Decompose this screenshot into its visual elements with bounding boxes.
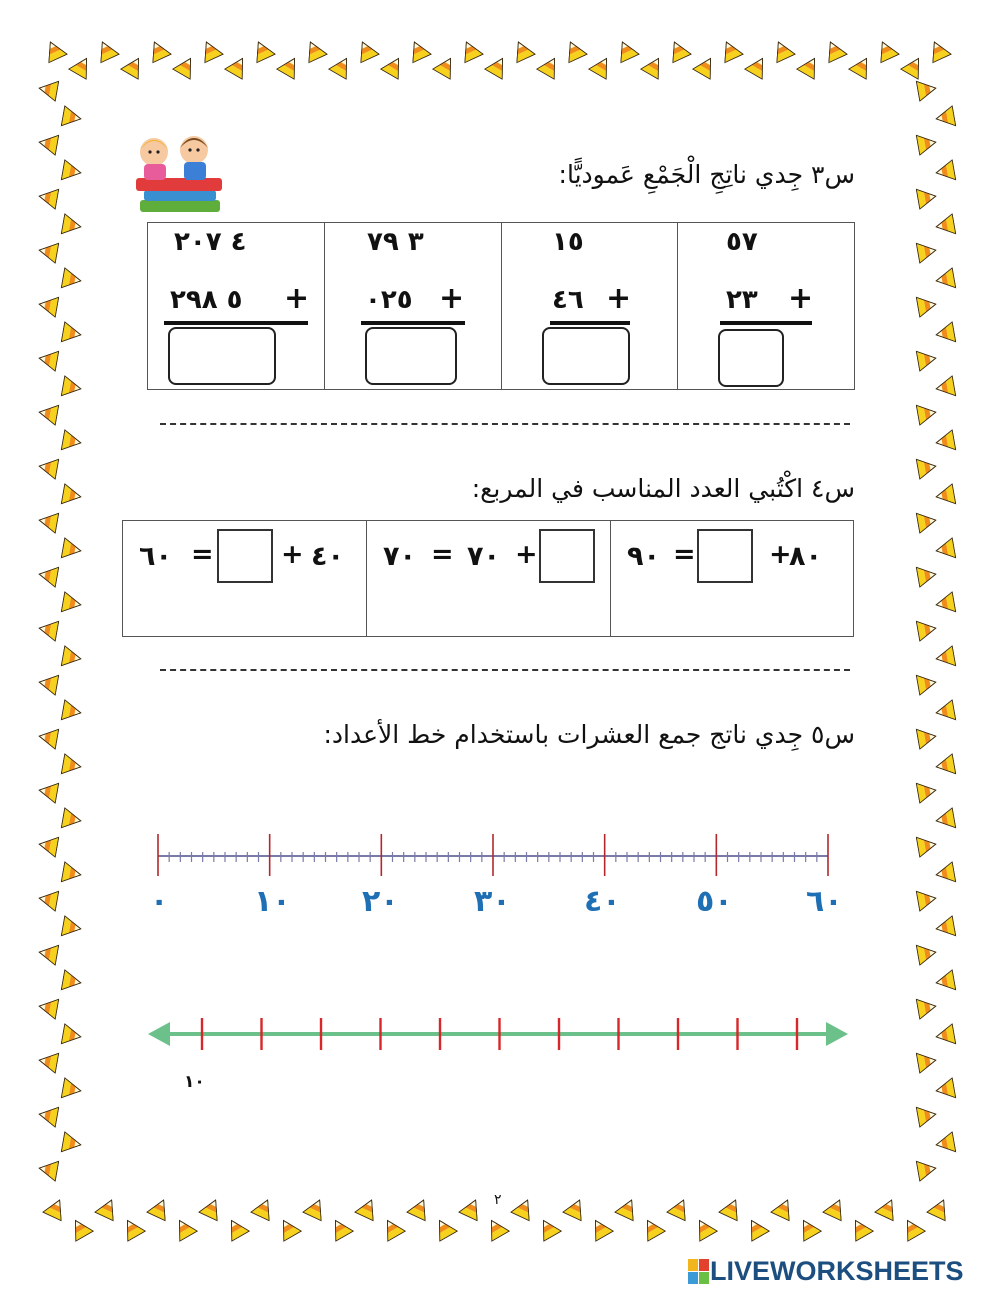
candy-corn-icon	[537, 53, 563, 79]
candy-corn-icon	[37, 888, 58, 911]
candy-corn-icon	[61, 538, 82, 561]
candy-corn-icon	[41, 38, 67, 63]
candy-corn-icon	[251, 1196, 277, 1221]
candy-corn-icon	[745, 53, 771, 79]
green-number-line	[146, 1012, 850, 1058]
problem-1-top: ٥٧	[726, 227, 758, 257]
candy-corn-icon	[61, 754, 82, 777]
ruler-label: ٦٠	[806, 884, 843, 919]
candy-corn-icon	[916, 294, 937, 317]
candy-corn-icon	[37, 780, 58, 803]
question-5-title: س٥ جِدي ناتج جمع العشرات باستخدام خط الأعداد:	[323, 720, 855, 749]
candy-corn-icon	[934, 322, 955, 345]
candy-corn-icon	[795, 1215, 821, 1241]
kids-reading-illustration	[122, 128, 232, 223]
candy-corn-icon	[899, 1215, 925, 1241]
plus-sign: +	[515, 539, 538, 570]
candy-corn-icon	[934, 214, 955, 237]
candy-corn-icon	[934, 538, 955, 561]
answer-box-1[interactable]	[718, 329, 784, 387]
candy-corn-icon	[37, 402, 58, 425]
candy-corn-icon	[667, 1196, 693, 1221]
missing-number-table	[122, 520, 854, 637]
sum-line	[361, 321, 465, 325]
candy-corn-icon	[37, 1050, 58, 1073]
candy-corn-icon	[61, 1078, 82, 1101]
candy-corn-icon	[934, 700, 955, 723]
candy-corn-icon	[459, 1196, 485, 1221]
candy-corn-icon	[665, 38, 691, 63]
candy-corn-icon	[197, 38, 223, 63]
equals-sign: =	[431, 539, 454, 570]
candy-corn-icon	[691, 1215, 717, 1241]
candy-corn-icon	[61, 1024, 82, 1047]
question-3-title: س٣ جِدي ناتِجِ الْجَمْعِ عَموديًّا:	[558, 160, 855, 189]
candy-corn-icon	[37, 240, 58, 263]
candy-corn-icon	[407, 1196, 433, 1221]
candy-corn-icon	[916, 510, 937, 533]
candy-corn-icon	[61, 592, 82, 615]
candy-corn-icon	[587, 1215, 613, 1241]
candy-corn-icon	[639, 1215, 665, 1241]
candy-corn-icon	[916, 834, 937, 857]
ruler-number-line	[150, 826, 840, 886]
missing-number-problem-3	[123, 521, 366, 636]
missing-number-problem-2	[366, 521, 610, 636]
candy-corn-icon	[37, 672, 58, 695]
answer-square-2[interactable]	[539, 529, 595, 583]
liveworksheets-logo	[688, 1256, 964, 1287]
candy-corn-icon	[43, 1196, 69, 1221]
candy-corn-icon	[431, 1215, 457, 1241]
candy-corn-icon	[916, 186, 937, 209]
problem-4-bottom: ٥ ٢٩٨	[170, 285, 243, 315]
candy-corn-icon	[873, 38, 899, 63]
candy-corn-icon	[381, 53, 407, 79]
candy-corn-icon	[61, 916, 82, 939]
candy-corn-icon	[37, 942, 58, 965]
addend: ٧٠	[467, 541, 500, 572]
candy-corn-icon	[37, 294, 58, 317]
candy-corn-icon	[37, 1158, 58, 1181]
candy-corn-icon	[934, 862, 955, 885]
candy-corn-icon	[901, 53, 927, 79]
candy-corn-icon	[61, 808, 82, 831]
candy-corn-icon	[37, 564, 58, 587]
candy-corn-icon	[561, 38, 587, 63]
candy-corn-icon	[916, 726, 937, 749]
candy-corn-icon	[37, 618, 58, 641]
candy-corn-icon	[511, 1196, 537, 1221]
candy-corn-icon	[934, 1024, 955, 1047]
candy-corn-icon	[353, 38, 379, 63]
candy-corn-icon	[589, 53, 615, 79]
candy-corn-icon	[95, 1196, 121, 1221]
candy-corn-icon	[301, 38, 327, 63]
candy-corn-icon	[934, 430, 955, 453]
candy-corn-icon	[916, 1158, 937, 1181]
addition-problem-2	[501, 223, 677, 389]
ruler-label: ٠	[150, 884, 169, 919]
equals-sign: =	[191, 539, 214, 570]
candy-corn-icon	[61, 430, 82, 453]
candy-corn-icon	[916, 402, 937, 425]
candy-corn-icon	[934, 592, 955, 615]
candy-corn-icon	[303, 1196, 329, 1221]
candy-corn-icon	[916, 132, 937, 155]
candy-corn-icon	[171, 1215, 197, 1241]
answer-box-4[interactable]	[168, 327, 276, 385]
candy-corn-icon	[329, 53, 355, 79]
plus-sign: +	[788, 281, 814, 316]
candy-corn-icon	[934, 916, 955, 939]
separator-line	[160, 669, 850, 671]
candy-corn-icon	[916, 996, 937, 1019]
candy-corn-icon	[934, 646, 955, 669]
candy-corn-icon	[916, 618, 937, 641]
candy-corn-icon	[61, 322, 82, 345]
candy-corn-icon	[934, 106, 955, 129]
page-number: ٢	[494, 1192, 502, 1208]
candy-corn-icon	[93, 38, 119, 63]
ruler-label: ٤٠	[584, 884, 621, 919]
candy-corn-icon	[37, 186, 58, 209]
answer-box-2[interactable]	[542, 327, 630, 385]
candy-corn-icon	[934, 1078, 955, 1101]
problem-3-bottom: ٠٢٥	[365, 285, 413, 315]
candy-corn-icon	[225, 53, 251, 79]
candy-corn-icon	[916, 1050, 937, 1073]
liveworksheets-icon	[688, 1259, 710, 1285]
addition-problem-1	[677, 223, 854, 389]
sum-line	[164, 321, 308, 325]
candy-corn-icon	[934, 484, 955, 507]
candy-corn-icon	[147, 1196, 173, 1221]
candy-corn-icon	[61, 484, 82, 507]
candy-corn-icon	[327, 1215, 353, 1241]
candy-corn-icon	[61, 862, 82, 885]
candy-corn-icon	[119, 1215, 145, 1241]
right-arrow-icon	[826, 1022, 848, 1046]
candy-corn-icon	[61, 106, 82, 129]
ruler-label: ٢٠	[362, 884, 399, 919]
candy-corn-icon	[847, 1215, 873, 1241]
answer-box-3[interactable]	[365, 327, 457, 385]
candy-corn-icon	[37, 726, 58, 749]
vertical-addition-table	[147, 222, 855, 390]
candy-corn-icon	[615, 1196, 641, 1221]
plus-sign: +	[281, 539, 304, 570]
ruler-label: ١٠	[254, 884, 291, 919]
addend: ٨٠	[789, 541, 822, 572]
candy-corn-icon	[37, 510, 58, 533]
candy-corn-icon	[693, 53, 719, 79]
candy-corn-icon	[743, 1215, 769, 1241]
candy-corn-icon	[934, 970, 955, 993]
candy-corn-icon	[199, 1196, 225, 1221]
candy-corn-icon	[641, 53, 667, 79]
candy-corn-icon	[613, 38, 639, 63]
candy-corn-icon	[916, 780, 937, 803]
equals-sign: =	[673, 539, 696, 570]
addition-problem-4	[148, 223, 324, 389]
question-4-title: س٤ اكْتُبي العدد المناسب في المربع:	[471, 474, 855, 503]
candy-corn-icon	[483, 1215, 509, 1241]
candy-corn-icon	[37, 456, 58, 479]
candy-corn-icon	[719, 1196, 745, 1221]
candy-corn-icon	[916, 348, 937, 371]
missing-number-problem-1	[610, 521, 853, 636]
candy-corn-icon	[916, 564, 937, 587]
problem-2-bottom: ٤٦	[552, 285, 584, 315]
candy-corn-icon	[61, 700, 82, 723]
candy-corn-icon	[717, 38, 743, 63]
plus-sign: +	[606, 281, 632, 316]
candy-corn-icon	[916, 672, 937, 695]
candy-corn-icon	[927, 1196, 953, 1221]
candy-corn-icon	[37, 132, 58, 155]
candy-corn-icon	[61, 376, 82, 399]
result: ٦٠	[139, 541, 172, 572]
candy-corn-icon	[173, 53, 199, 79]
plus-sign: +	[769, 539, 792, 570]
candy-corn-icon	[934, 160, 955, 183]
candy-corn-icon	[433, 53, 459, 79]
candy-corn-icon	[916, 1104, 937, 1127]
result: ٩٠	[627, 541, 660, 572]
candy-corn-icon	[61, 646, 82, 669]
candy-corn-icon	[916, 78, 937, 101]
candy-corn-icon	[61, 970, 82, 993]
result: ٧٠	[383, 541, 416, 572]
ruler-label: ٣٠	[474, 884, 511, 919]
candy-corn-icon	[934, 808, 955, 831]
candy-corn-icon	[916, 888, 937, 911]
answer-square-3[interactable]	[217, 529, 273, 583]
candy-corn-icon	[275, 1215, 301, 1241]
candy-corn-icon	[37, 348, 58, 371]
candy-corn-icon	[355, 1196, 381, 1221]
candy-corn-icon	[535, 1215, 561, 1241]
candy-corn-icon	[249, 38, 275, 63]
addend: ٤٠	[311, 541, 344, 572]
plus-sign: +	[284, 281, 310, 316]
candy-corn-icon	[934, 268, 955, 291]
candy-corn-icon	[875, 1196, 901, 1221]
candy-corn-icon	[61, 214, 82, 237]
candy-corn-icon	[37, 834, 58, 857]
addition-problem-3	[324, 223, 501, 389]
candy-corn-icon	[61, 160, 82, 183]
candy-corn-icon	[823, 1196, 849, 1221]
candy-corn-icon	[771, 1196, 797, 1221]
candy-corn-icon	[934, 376, 955, 399]
candy-corn-icon	[379, 1215, 405, 1241]
candy-corn-icon	[797, 53, 823, 79]
candy-corn-icon	[145, 38, 171, 63]
candy-corn-icon	[37, 1104, 58, 1127]
candy-corn-icon	[925, 38, 951, 63]
candy-corn-icon	[916, 942, 937, 965]
candy-corn-icon	[457, 38, 483, 63]
left-arrow-icon	[148, 1022, 170, 1046]
problem-3-top: ٣ ٧٩	[367, 227, 424, 257]
candy-corn-icon	[121, 53, 147, 79]
problem-2-top: ١٥	[552, 227, 584, 257]
plus-sign: +	[439, 281, 465, 316]
green-line-label: ١٠	[184, 1072, 205, 1092]
problem-1-bottom: ٢٣	[726, 285, 758, 315]
candy-corn-icon	[821, 38, 847, 63]
candy-corn-icon	[509, 38, 535, 63]
sum-line	[720, 321, 812, 325]
separator-line	[160, 423, 850, 425]
answer-square-1[interactable]	[697, 529, 753, 583]
candy-corn-icon	[405, 38, 431, 63]
candy-corn-icon	[277, 53, 303, 79]
ruler-label: ٥٠	[696, 884, 733, 919]
candy-corn-icon	[934, 1132, 955, 1155]
sum-line	[550, 321, 630, 325]
problem-4-top: ٤ ٢٠٧	[174, 227, 247, 257]
candy-corn-icon	[37, 996, 58, 1019]
candy-corn-icon	[916, 456, 937, 479]
candy-corn-icon	[223, 1215, 249, 1241]
candy-corn-icon	[67, 1215, 93, 1241]
candy-corn-icon	[563, 1196, 589, 1221]
candy-corn-icon	[769, 38, 795, 63]
candy-corn-icon	[934, 754, 955, 777]
candy-corn-icon	[61, 1132, 82, 1155]
logo-text: LIVEWORKSHEETS	[710, 1256, 964, 1286]
candy-corn-icon	[485, 53, 511, 79]
candy-corn-icon	[69, 53, 95, 79]
candy-corn-icon	[849, 53, 875, 79]
candy-corn-icon	[916, 240, 937, 263]
candy-corn-icon	[37, 78, 58, 101]
candy-corn-icon	[61, 268, 82, 291]
